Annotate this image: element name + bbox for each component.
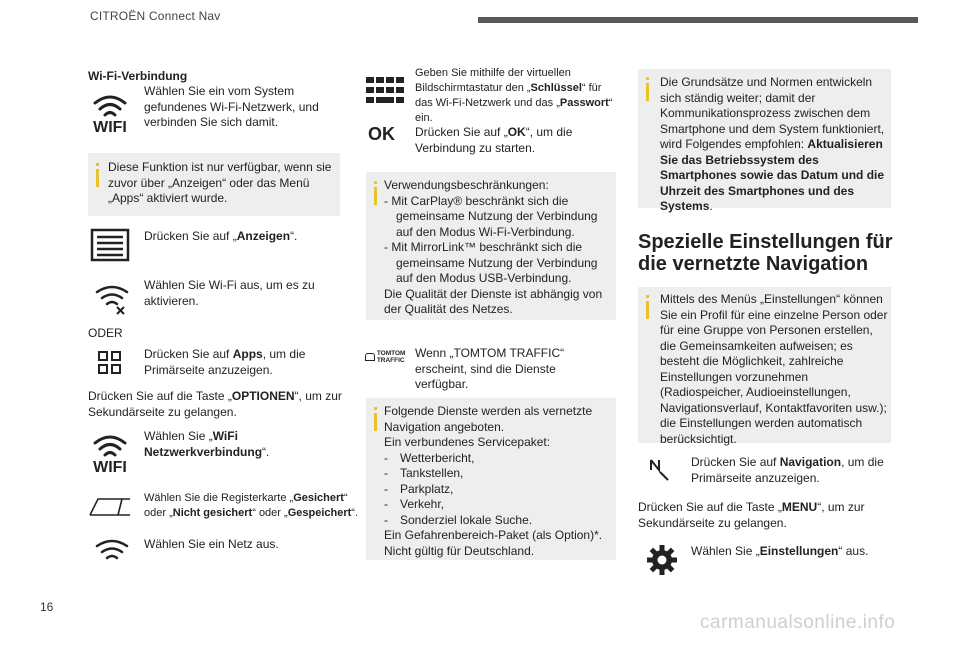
step-options-button: Drücken Sie auf die Taste „OPTIONEN“, um zur Sekundärseite zu gelangen. [88,389,342,419]
info-text: Diese Funktion ist nur verfügbar, wenn sie zuvor über „Anzeigen“ oder das Menü „Apps“ aktiviert wurde. [108,160,332,205]
info-box-recommendations [638,69,891,213]
settings-gear-icon [646,544,678,576]
section-heading-wifi: Wi-Fi-Verbindung [88,69,188,83]
page-number: 16 [40,600,54,614]
step-menu-button: Drücken Sie auf die Taste „MENU“, um zur Sekundärseite zu gelangen. [638,500,865,530]
step-press-apps: Drücken Sie auf Apps, um die Primärseite anzuzeigen. [144,347,306,377]
info-box-availability [88,153,340,216]
step-wifi-network-connection: Wählen Sie „WiFi Netzwerkverbindung“. [144,429,270,459]
ok-icon: OK [368,124,395,144]
info-box-usage-restrictions [366,172,616,320]
keyboard-icon [366,77,406,105]
step-press-anzeigen: Drücken Sie auf „Anzeigen“. [144,229,298,243]
document-header-title: CITROËN Connect Nav [90,9,221,23]
step-press-ok: Drücken Sie auf „OK“, um die Verbindung zu starten. [415,125,573,155]
or-label: ODER [88,326,123,340]
tomtom-traffic-logo: TOMTOM TRAFFIC [365,350,410,364]
apps-grid-icon [97,350,123,376]
display-menu-icon [90,228,130,262]
info-icon [96,169,99,187]
step-wifi-activate: Wählen Sie Wi-Fi aus, um es zu aktivieren. [144,278,315,308]
step-select-network: Wählen Sie ein Netz aus. [144,537,279,551]
step-enter-key-password: Geben Sie mithilfe der virtuellen Bildschirmtastatur den „Schlüssel“ für das Wi-Fi-Netzwerk und das „Passwort“ ein. [415,67,613,124]
wifi-network-icon [92,537,132,567]
section-heading-settings: Spezielle Einstellungen für die vernetzte Navigation [638,231,893,275]
info-box-profiles [638,287,891,446]
step-press-navigation: Drücken Sie auf Navigation, um die Primärseite anzuzeigen. [691,455,884,485]
info-text: Die Grundsätze und Normen entwickeln sich ständig weiter; damit der Kommunikationsprozess zwischen dem Smartphone und dem System funktioniert, wird Folgendes empfohlen: Aktualisieren Sie das Betriebssystem des Smartphones sowie das Datum und die Uhrzeit des Smartphones und des Systems. [660,75,885,213]
info-icon [374,413,377,431]
step-select-wifi-network: Wählen Sie ein vom System gefundenes Wi-Fi-Netzwerk, und verbinden Sie sich damit. [144,84,319,129]
wifi-logo-icon [88,90,132,134]
info-icon [646,83,649,101]
header-bar [478,17,918,23]
wifi-logo-icon [88,430,132,474]
info-icon [374,187,377,205]
watermark: carmanualsonline.info [700,612,896,633]
tab-icon [88,495,132,519]
info-box-connected-services [366,398,616,560]
info-icon [646,301,649,319]
svg-text:WIFI: WIFI [93,459,127,474]
info-text: Mittels des Menüs „Einstellungen“ können Sie ein Profil für eine einzelne Person oder für eine Gruppe von Personen erstellen, die Gemeinsamkeiten aufweisen; es besteht die Möglichkeit, zahlreiche Einstellungen vorzunehmen (Radiospeicher, Audioeinstellungen, Navigationsverlauf, Kontaktfavoriten usw.); die Einstellungen werden automatisch berücksichtigt. [660,292,888,446]
step-tomtom-traffic: Wenn „TOMTOM TRAFFIC“ erscheint, sind die Dienste verfügbar. [415,346,565,391]
wifi-toggle-icon [92,283,132,317]
step-select-tab: Wählen Sie die Registerkarte „Gesichert“ oder „Nicht gesichert“ oder „Gespeichert“. [144,492,359,519]
step-select-settings: Wählen Sie „Einstellungen“ aus. [691,544,869,558]
info-text: Verwendungsbeschränkungen: - Mit CarPlay® beschränkt sich die gemeinsame Nutzung der Verbindung auf den Modus Wi-Fi-Verbindung. - Mit MirrorLink™ beschränkt sich die gemeinsame Nutzung der Verbindung auf den Modus USB-Verbindung. Die Qualität der Dienste ist abhängig von der Qualität des Netzes. [384,178,603,316]
svg-text:WIFI: WIFI [93,119,127,134]
navigation-icon [648,458,672,482]
info-text: Folgende Dienste werden als vernetzte Navigation angeboten. Ein verbundenes Servicepaket: - Wetterbericht, - Tankstellen, - Parkplatz, - Verkehr, - Sonderziel lokale Suche. Ein Gefahrenbereich-Paket (als Option)*. Nicht gültig für Deutschland. [384,404,603,558]
